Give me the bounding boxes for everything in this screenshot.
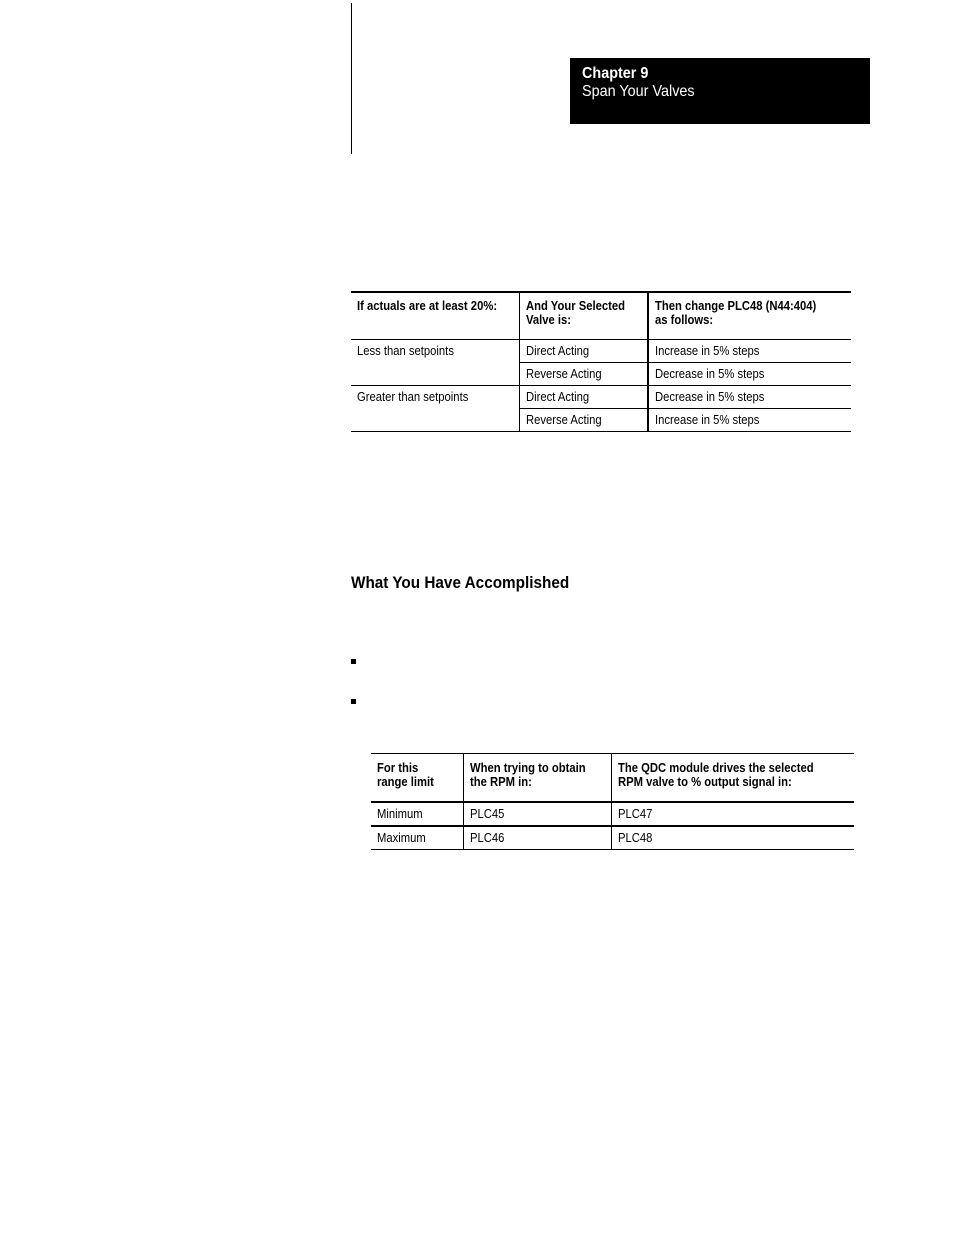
table-header-row — [371, 754, 854, 803]
table-cell: Direct Acting — [519, 340, 648, 363]
header-cell: For this range limit — [371, 754, 464, 803]
table-row — [371, 826, 854, 850]
table-cell: PLC45 — [464, 802, 612, 826]
table-cell: Maximum — [371, 826, 464, 850]
table-header-row — [351, 292, 851, 340]
table-row — [351, 409, 851, 432]
table-cell: Decrease in 5% steps — [648, 386, 851, 409]
table-cell: Direct Acting — [519, 386, 648, 409]
table-row — [371, 802, 854, 826]
header-cell: And Your Selected Valve is: — [519, 292, 648, 340]
table-cell: Reverse Acting — [519, 363, 648, 386]
header-cell: Then change PLC48 (N44:404) as follows: — [648, 292, 851, 340]
table-cell: Reverse Acting — [519, 409, 648, 432]
table-row — [351, 386, 851, 409]
header-cell: The QDC module drives the selected RPM valve to % output signal in: — [612, 754, 855, 803]
section-heading: What You Have Accomplished — [351, 573, 570, 592]
bullet-marker — [351, 699, 356, 704]
table-cell: PLC48 — [612, 826, 855, 850]
table-cell: PLC46 — [464, 826, 612, 850]
table-cell: Less than setpoints — [357, 344, 454, 358]
chapter-label: Chapter 9 — [582, 65, 649, 82]
header-cell: When trying to obtain the RPM in: — [464, 754, 612, 803]
table-cell: Minimum — [371, 802, 464, 826]
valve-adjustment-table — [351, 291, 851, 432]
table-cell: Decrease in 5% steps — [648, 363, 851, 386]
bullet-marker — [351, 659, 356, 664]
margin-rule — [351, 3, 352, 154]
table-cell: Greater than setpoints — [357, 390, 469, 404]
table-cell — [351, 409, 519, 432]
table-cell — [351, 363, 519, 386]
chapter-title: Span Your Valves — [582, 83, 695, 100]
header-cell: If actuals are at least 20%: — [351, 292, 519, 340]
table-cell: PLC47 — [612, 802, 855, 826]
chapter-header — [570, 58, 870, 124]
table-row — [351, 363, 851, 386]
table-cell: Increase in 5% steps — [648, 340, 851, 363]
table-row — [351, 340, 851, 363]
table-cell: Increase in 5% steps — [648, 409, 851, 432]
range-limit-table — [371, 753, 854, 850]
